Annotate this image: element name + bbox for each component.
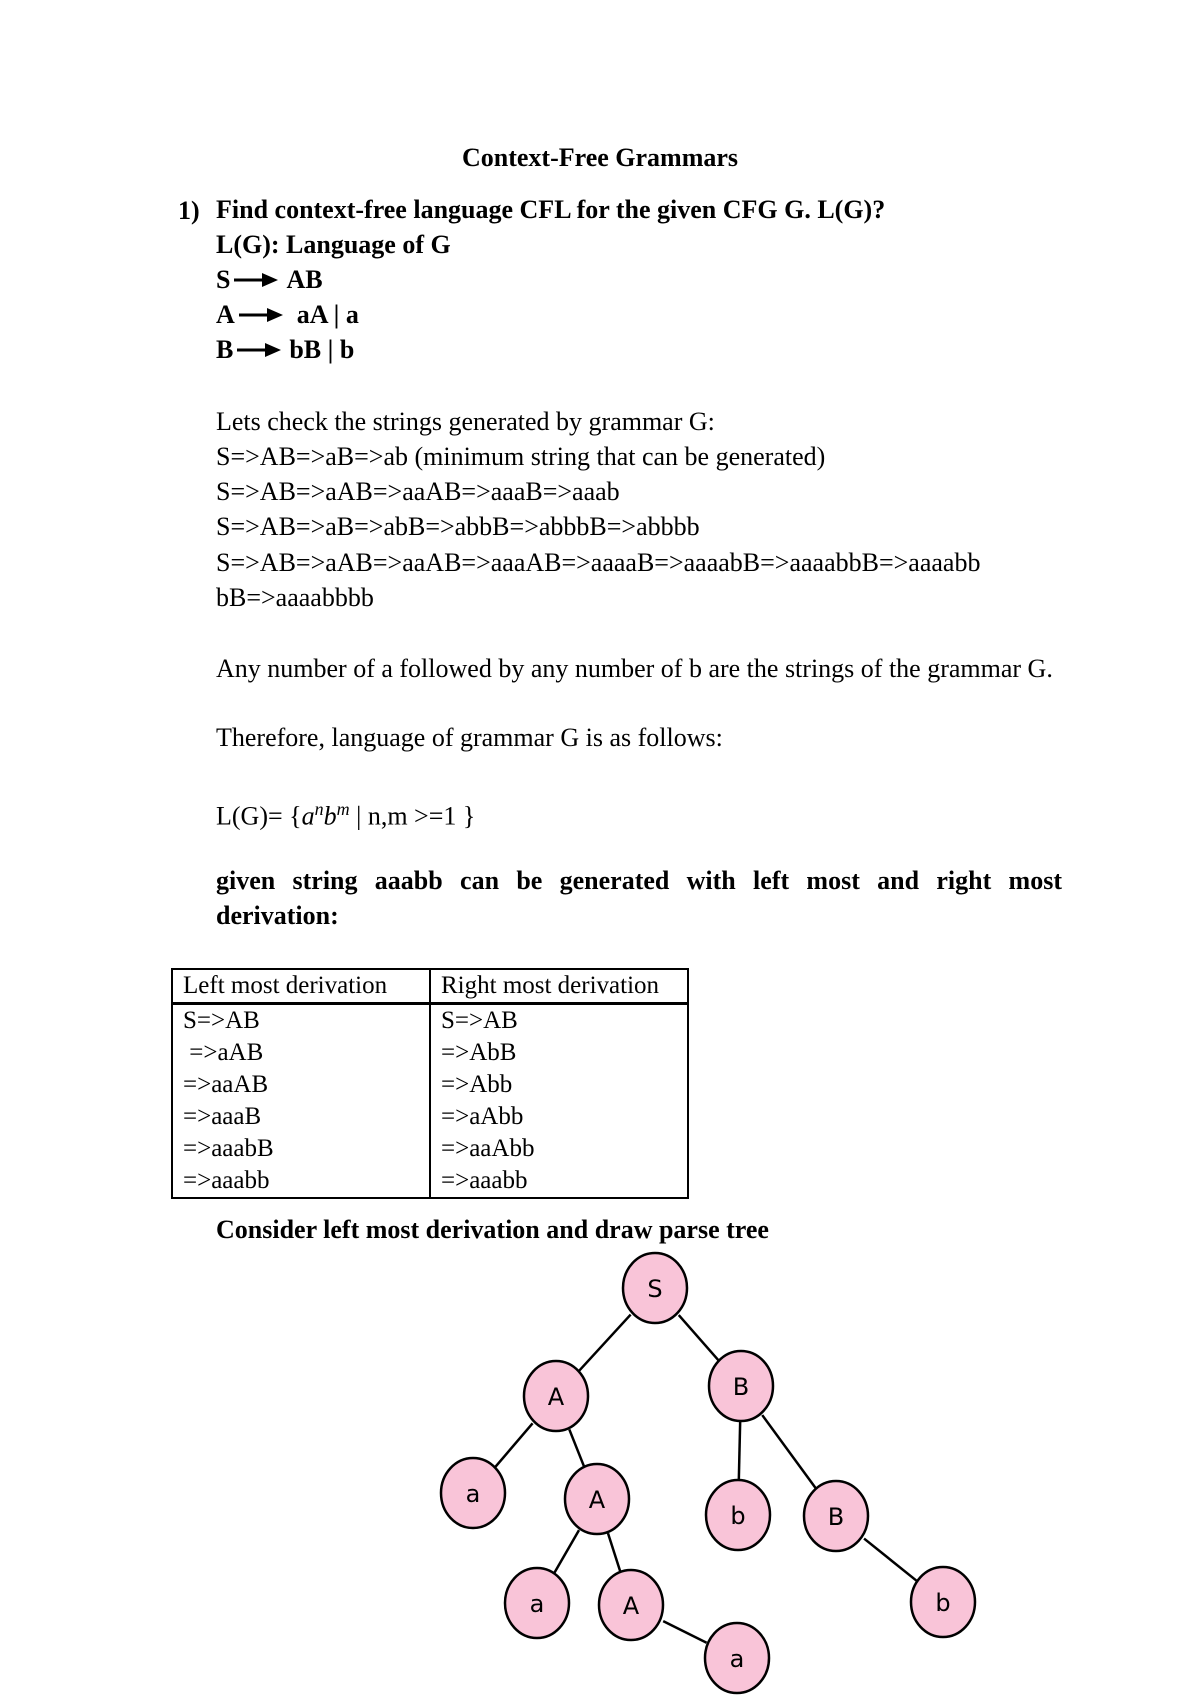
language-prefix: L(G)= { [216,801,302,831]
tree-node-label: b [730,1502,746,1530]
tree-node [623,1253,687,1323]
question-text: Find context-free language CFL for the given CFG G. L(G)? [216,195,886,224]
check-intro: Lets check the strings generated by grammar G: [216,407,715,436]
table-cell: =>aaAbb [430,1133,688,1165]
production-lhs: A [216,300,235,329]
tree-node-label: B [827,1503,845,1531]
language-exp-n: n [314,799,324,819]
table-cell: S=>AB [430,1004,688,1038]
table-cell: =>aaabB [172,1133,430,1165]
table-cell: =>aaabb [430,1165,688,1198]
tree-node [804,1481,868,1551]
table-header: Left most derivation [172,969,430,1004]
table-cell: S=>AB [172,1004,430,1038]
tree-node-label: S [647,1275,663,1303]
tree-edge [663,1621,706,1643]
tree-node [524,1361,588,1431]
tree-node-label: A [588,1486,606,1514]
derivation-line: S=>AB=>aAB=>aaAB=>aaaB=>aaab [216,477,620,506]
derivation-line: S=>AB=>aB=>abB=>abbB=>abbbB=>abbbb [216,512,700,541]
production-rhs: AB [286,265,323,294]
language-exp-m: m [336,799,350,819]
tree-edge [579,1315,631,1371]
page-title: Context-Free Grammars [461,143,739,172]
tree-edge [864,1539,916,1581]
table-cell: =>Abb [430,1069,688,1101]
tree-edge [495,1423,532,1467]
tree-caption: Consider left most derivation and draw parse tree [216,1215,769,1244]
table-cell: =>aaabb [172,1165,430,1198]
table-cell: =>aaaB [172,1101,430,1133]
tree-edge [554,1530,579,1573]
derivation-line: bB=>aaaabbbb [216,583,374,612]
tree-node [911,1567,975,1637]
tree-edge [679,1315,719,1360]
language-base-b: b [323,801,337,831]
derivation-line: S=>AB=>aB=>ab (minimum string that can be generated) [216,442,826,471]
tree-node [565,1464,629,1534]
tree-node [599,1570,663,1640]
tree-node-label: b [935,1589,951,1617]
production-rhs: bB | b [289,335,355,364]
tree-node-label: a [729,1645,745,1673]
tree-node [441,1458,505,1528]
paragraph-given-string: given string aaabb can be generated with left most and right most derivation: [216,866,1062,930]
tree-edge [608,1533,621,1572]
tree-node-label: a [529,1590,545,1618]
table-cell: =>aAB [172,1037,430,1069]
table-cell: =>AbB [430,1037,688,1069]
tree-node [706,1480,770,1550]
paragraph-therefore: Therefore, language of grammar G is as follows: [216,723,723,752]
table-header: Right most derivation [430,969,688,1004]
production-lhs: S [216,265,231,294]
question-subtitle: L(G): Language of G [216,230,451,259]
tree-node-label: A [622,1592,640,1620]
tree-node-label: a [465,1480,481,1508]
tree-node-label: A [547,1383,565,1411]
paragraph-strings: Any number of a followed by any number of b are the strings of the grammar G. [216,654,1053,683]
tree-node [709,1351,773,1421]
tree-node-label: B [732,1373,750,1401]
tree-edge [762,1415,816,1488]
question-number: 1) [178,196,200,225]
production-rhs: aA | a [296,300,359,329]
tree-edge [739,1422,740,1481]
production-lhs: B [216,335,234,364]
tree-node [705,1623,769,1693]
table-cell: =>aaAB [172,1069,430,1101]
language-suffix: | n,m >=1 } [349,801,476,831]
table-cell: =>aAbb [430,1101,688,1133]
derivation-line: S=>AB=>aAB=>aaAB=>aaaAB=>aaaaB=>aaaabB=>aaaabbB=>aaaabb [216,548,981,577]
tree-node [505,1568,569,1638]
tree-edge [569,1429,584,1467]
language-base-a: a [301,801,315,831]
